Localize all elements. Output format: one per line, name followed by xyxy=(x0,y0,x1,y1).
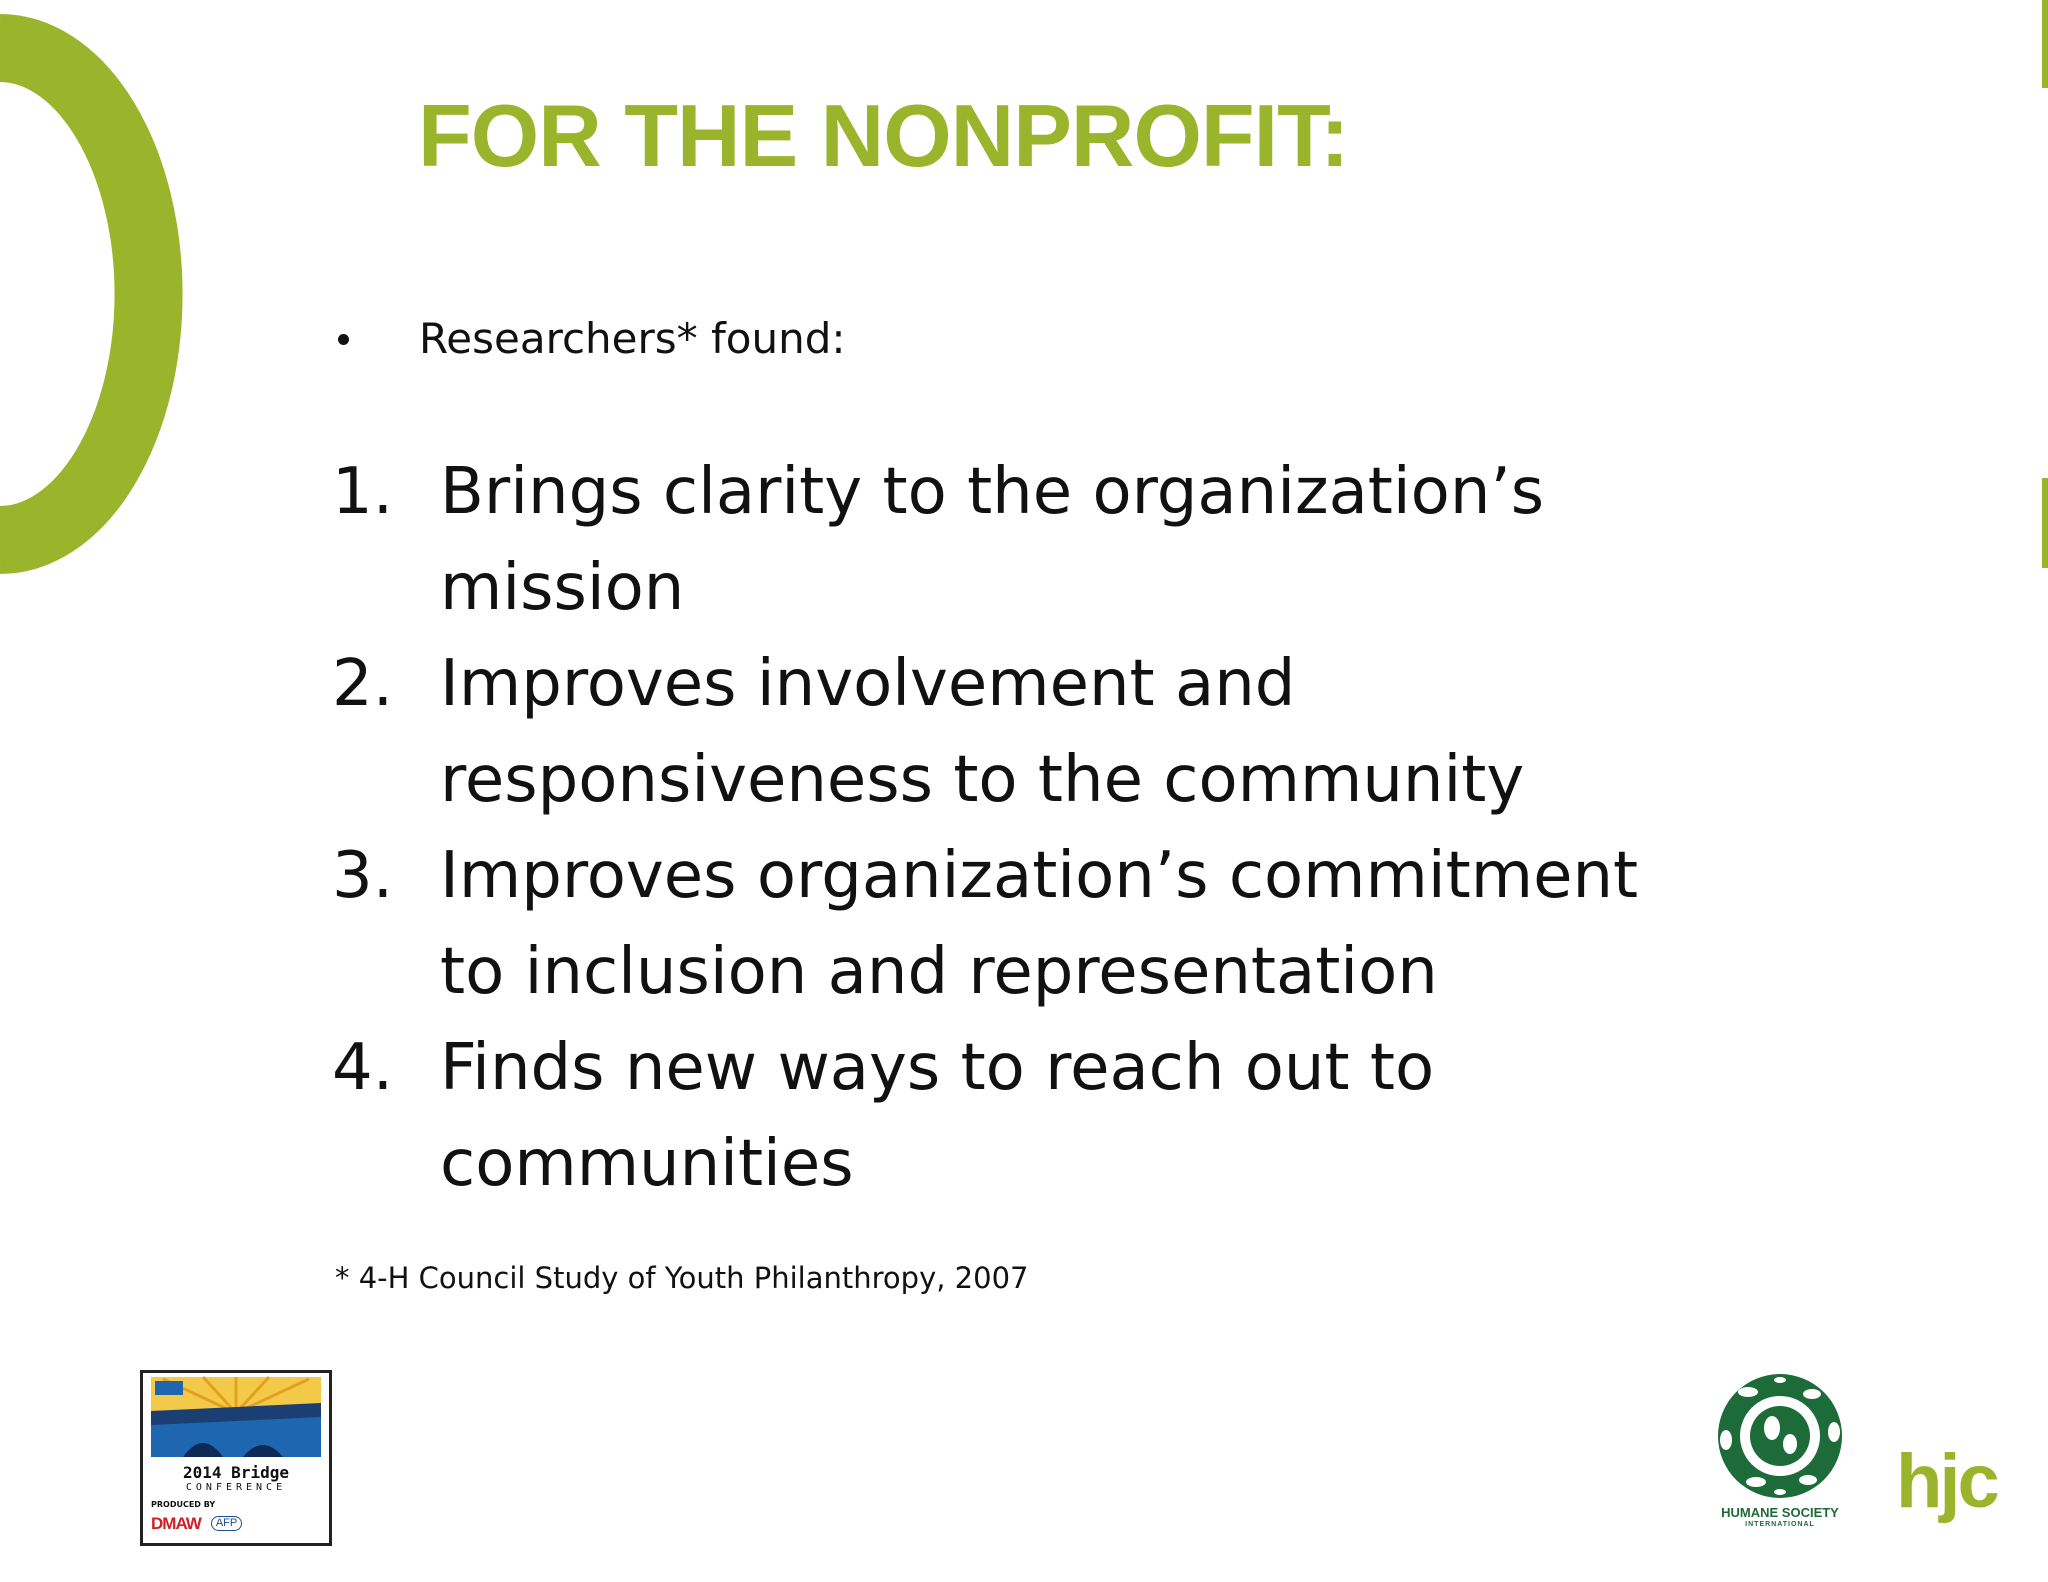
bullet-dot-icon xyxy=(338,334,349,345)
animal-globe-icon xyxy=(1700,1370,1860,1502)
list-number: 4. xyxy=(332,1031,394,1105)
bridge-icon xyxy=(143,1373,329,1463)
list-item xyxy=(332,828,1732,1020)
bullet-item xyxy=(330,314,846,363)
hjc-logo: hjc xyxy=(1896,1439,1997,1524)
list-item-text: Improves involvement and responsiveness to the community xyxy=(440,647,1525,817)
bridge-conference-logo xyxy=(140,1370,332,1546)
hsi-logo-name: HUMANE SOCIETY xyxy=(1721,1505,1839,1520)
list-item xyxy=(332,636,1732,828)
list-item xyxy=(332,444,1732,636)
list-item xyxy=(332,1020,1732,1212)
bridge-logo-produced-by: PRODUCED BY xyxy=(151,1500,216,1509)
bridge-logo-sponsors xyxy=(151,1515,242,1532)
footnote: * 4-H Council Study of Youth Philanthropy, 2007 xyxy=(335,1261,1029,1295)
humane-society-logo xyxy=(1700,1370,1860,1540)
list-number: 1. xyxy=(332,455,394,529)
afp-logo: AFP xyxy=(211,1516,242,1531)
bullet-text: Researchers* found: xyxy=(419,314,846,363)
hsi-logo-subname: INTERNATIONAL xyxy=(1745,1521,1815,1528)
bridge-logo-title: 2014 Bridge xyxy=(183,1463,289,1482)
list-number: 2. xyxy=(332,647,394,721)
dmaw-logo: DMAW xyxy=(151,1514,201,1533)
list-number: 3. xyxy=(332,839,394,913)
right-edge-marks xyxy=(2036,0,2048,600)
list-item-text: Improves organization’s commitment to inclusion and representation xyxy=(440,839,1639,1009)
green-arc-decoration xyxy=(0,0,200,600)
findings-list xyxy=(332,444,1732,1212)
list-item-text: Finds new ways to reach out to communities xyxy=(440,1031,1435,1201)
list-item-text: Brings clarity to the organization’s mission xyxy=(440,455,1545,625)
bridge-logo-subtitle: CONFERENCE xyxy=(185,1482,287,1493)
slide-title: FOR THE NONPROFIT: xyxy=(418,86,1349,185)
